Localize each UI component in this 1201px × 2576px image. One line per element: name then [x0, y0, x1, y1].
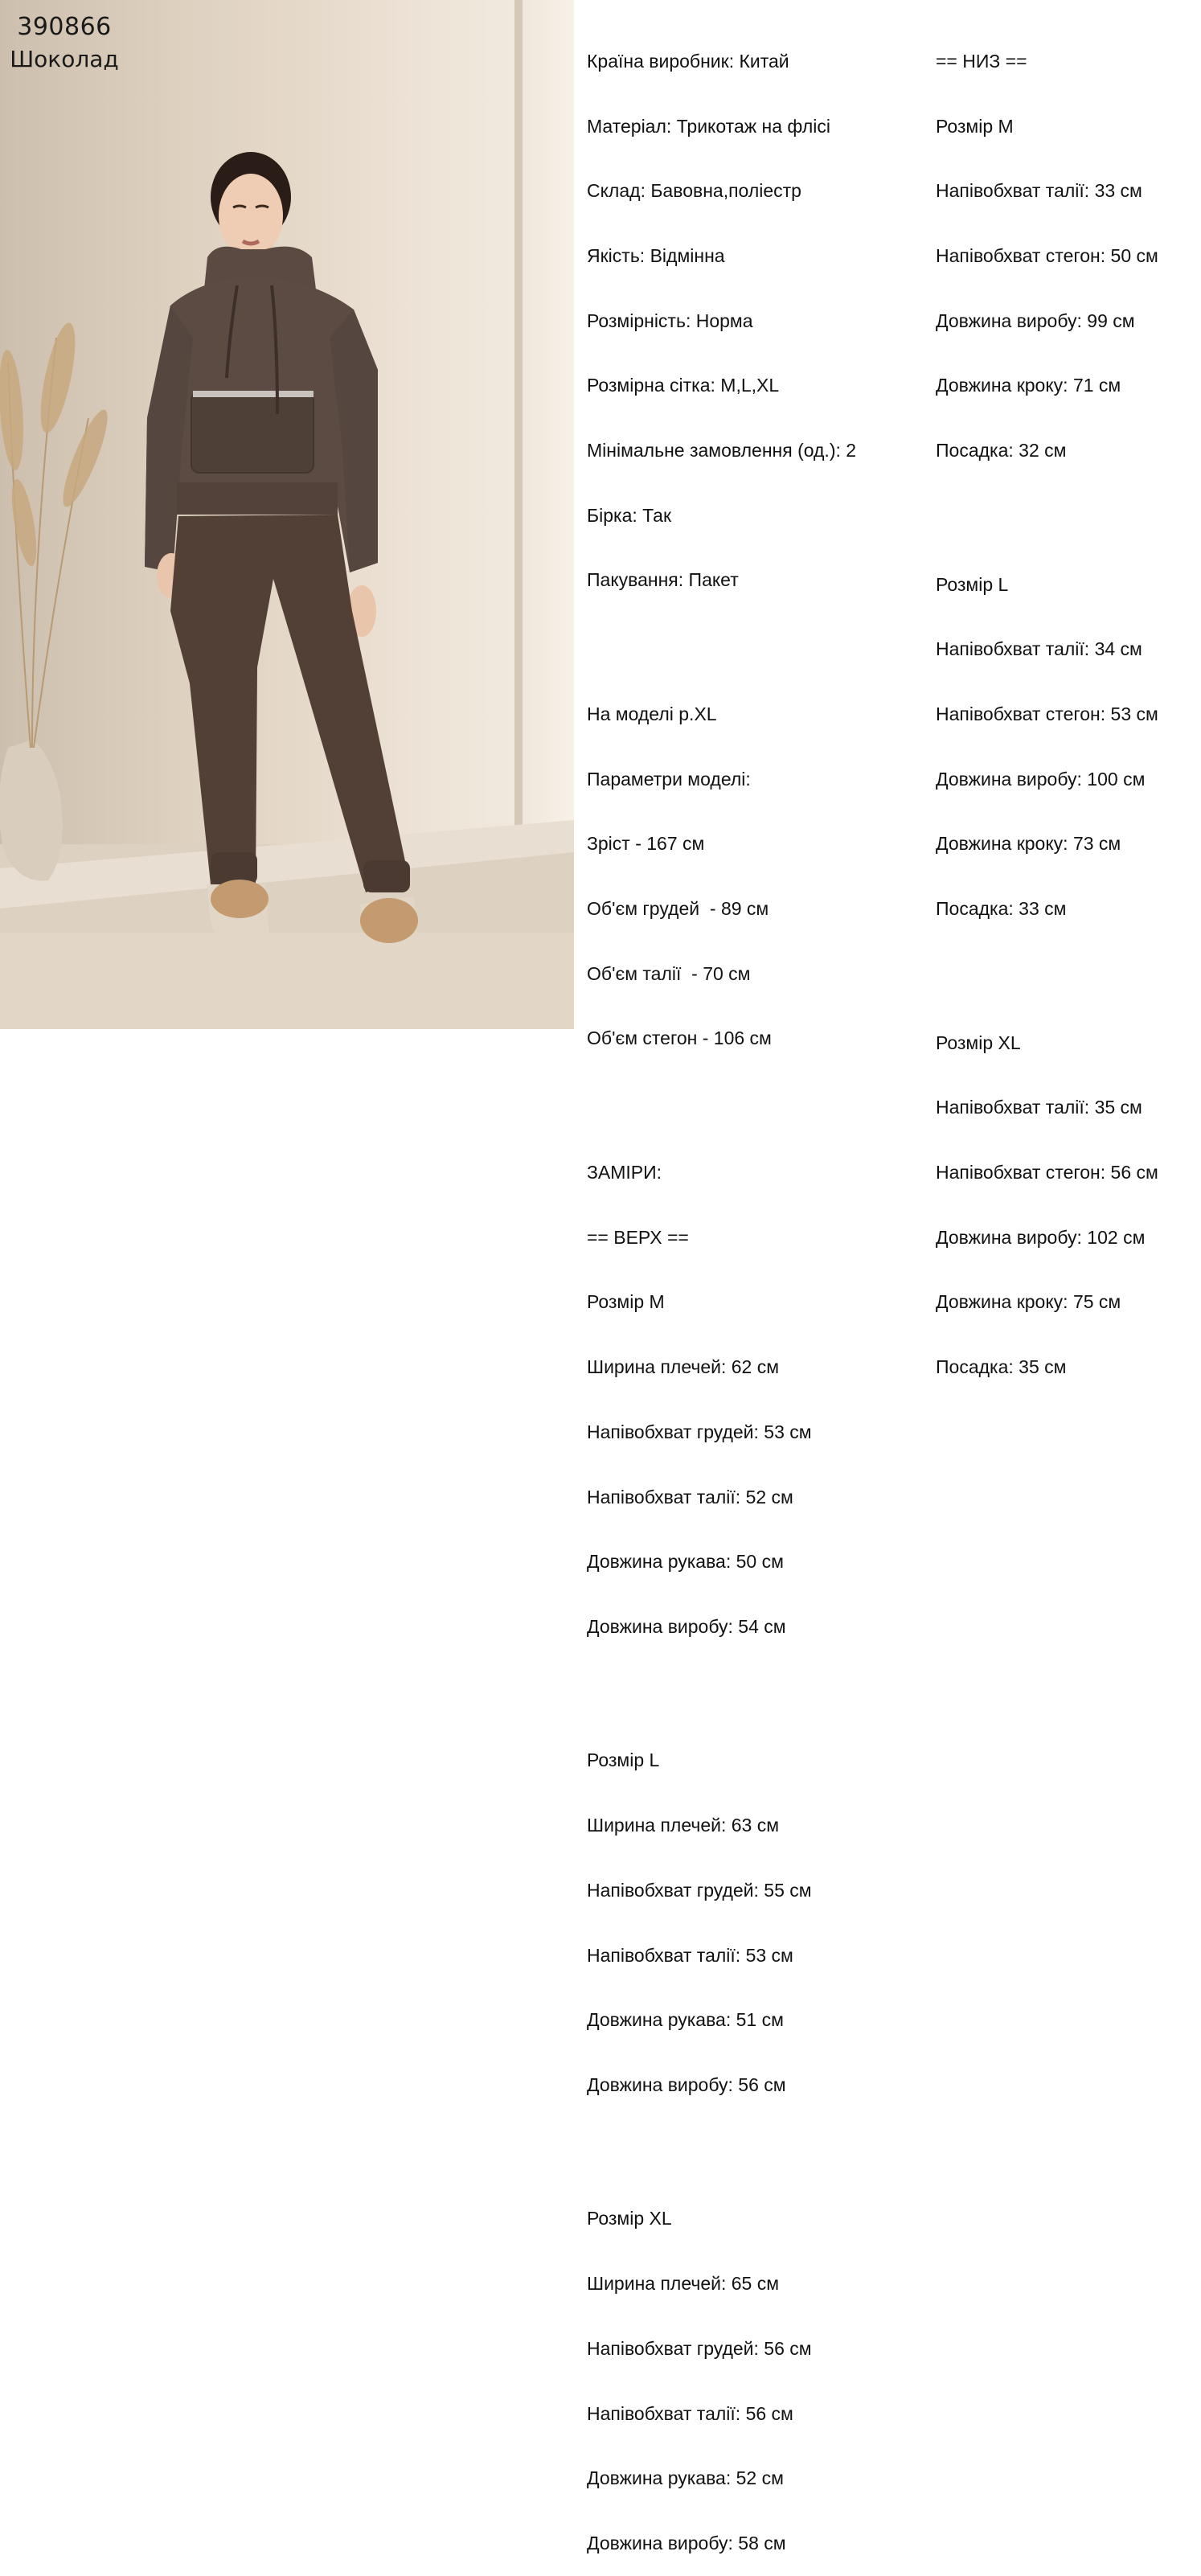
top-size-m-line: Довжина виробу: 54 см: [587, 1615, 786, 1637]
bottom-size-l-line: Довжина виробу: 100 см: [936, 768, 1146, 790]
bottom-size-xl-line: Довжина кроку: 75 см: [936, 1291, 1121, 1313]
specs-column-right: [936, 7, 1193, 1400]
bottom-size-l-line: Напівобхват стегон: 53 см: [936, 703, 1158, 724]
bottom-size-l-title: Розмір L: [936, 573, 1009, 595]
top-size-xl-line: Ширина плечей: 65 см: [587, 2273, 780, 2295]
top-size-l-line: Ширина плечей: 63 см: [587, 1815, 780, 1836]
top-size-xl-title: Розмір XL: [587, 2208, 672, 2229]
bottom-size-xl-line: Напівобхват талії: 35 см: [936, 1097, 1142, 1118]
spec-min-order: Мінімальне замовлення (од.): 2: [587, 440, 857, 461]
spec-composition: Склад: Бавовна,поліестр: [587, 180, 801, 202]
spec-quality: Якість: Відмінна: [587, 244, 725, 266]
model-params-title: Параметри моделі:: [587, 768, 751, 790]
bottom-size-m-line: Довжина виробу: 99 см: [936, 310, 1135, 331]
bottom-size-l-line: Напівобхват талії: 34 см: [936, 638, 1142, 660]
bottom-size-l-line: Довжина кроку: 73 см: [936, 833, 1121, 855]
model-hips: Об'єм стегон - 106 см: [587, 1028, 772, 1049]
bottom-section-title: == НИЗ ==: [936, 50, 1027, 72]
bottom-size-xl-title: Розмір XL: [936, 1032, 1021, 1053]
top-size-l-line: Напівобхват талії: 53 см: [587, 1944, 793, 1966]
spec-country: Країна виробник: Китай: [587, 50, 789, 72]
top-size-m-line: Ширина плечей: 62 см: [587, 1356, 780, 1378]
top-size-xl-line: Напівобхват грудей: 56 см: [587, 2337, 812, 2359]
top-section-title: == ВЕРХ ==: [587, 1226, 689, 1248]
model-height: Зріст - 167 см: [587, 833, 705, 855]
measurements-title: ЗАМІРИ:: [587, 1161, 662, 1183]
top-size-xl-line: Довжина виробу: 58 см: [587, 2532, 786, 2553]
top-size-xl-line: Напівобхват талії: 56 см: [587, 2402, 793, 2424]
bottom-size-xl-line: Посадка: 35 см: [936, 1356, 1067, 1378]
vase-icon: [0, 740, 63, 881]
bottom-size-m-line: Напівобхват талії: 33 см: [936, 180, 1142, 202]
specs-column-left: [587, 7, 924, 2576]
top-size-l-line: Напівобхват грудей: 55 см: [587, 1879, 812, 1901]
top-size-m-line: Довжина рукава: 50 см: [587, 1551, 784, 1573]
bottom-size-m-title: Розмір M: [936, 115, 1014, 137]
product-color: Шоколад: [10, 46, 119, 72]
spec-packaging: Пакування: Пакет: [587, 569, 739, 591]
bottom-size-m-line: Посадка: 32 см: [936, 440, 1067, 461]
product-photo: [0, 0, 574, 1029]
bottom-size-m-line: Напівобхват стегон: 50 см: [936, 244, 1158, 266]
top-size-m-line: Напівобхват грудей: 53 см: [587, 1421, 812, 1442]
bottom-size-xl-line: Напівобхват стегон: 56 см: [936, 1161, 1158, 1183]
top-size-m-line: Напівобхват талії: 52 см: [587, 1486, 793, 1507]
spec-material: Матеріал: Трикотаж на флісі: [587, 115, 830, 137]
spec-size-grid: Розмірна сітка: M,L,XL: [587, 375, 780, 396]
spec-sizing: Розмірність: Норма: [587, 310, 753, 331]
top-size-l-line: Довжина рукава: 51 см: [587, 2009, 784, 2031]
model-chest: Об'єм грудей - 89 см: [587, 898, 769, 920]
model-illustration: [0, 0, 574, 1029]
top-size-xl-line: Довжина рукава: 52 см: [587, 2467, 784, 2489]
bottom-size-m-line: Довжина кроку: 71 см: [936, 375, 1121, 396]
top-size-m-title: Розмір M: [587, 1291, 665, 1313]
top-size-l-title: Розмір L: [587, 1749, 660, 1771]
product-sku: 390866: [17, 13, 112, 41]
model-size: На моделі р.XL: [587, 703, 717, 724]
bottom-size-l-line: Посадка: 33 см: [936, 898, 1067, 920]
model-waist: Об'єм талії - 70 см: [587, 962, 751, 984]
spec-tag: Бірка: Так: [587, 504, 672, 526]
top-size-l-line: Довжина виробу: 56 см: [587, 2074, 786, 2095]
bottom-size-xl-line: Довжина виробу: 102 см: [936, 1226, 1146, 1248]
